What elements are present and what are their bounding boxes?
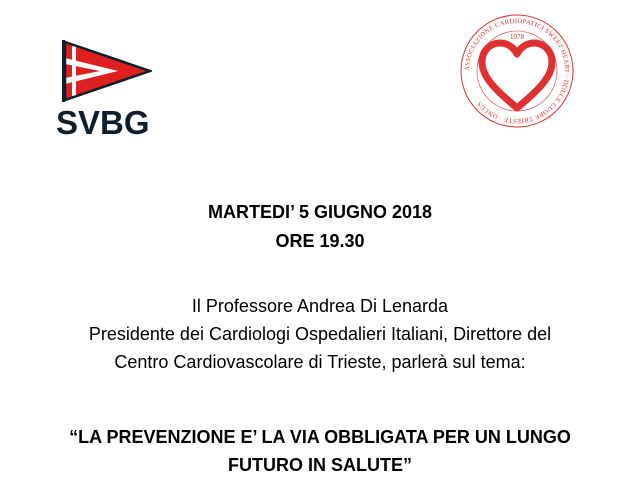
speaker-block (0, 292, 640, 376)
sweet-heart-logo (458, 12, 576, 130)
speaker-topic-intro: Centro Cardiovascolare di Trieste, parlerà sul tema: (114, 352, 526, 372)
svbg-logo (56, 40, 156, 141)
event-date: MARTEDI’ 5 GIUGNO 2018 (207, 202, 433, 222)
event-time: ORE 19.30 (275, 231, 365, 251)
speaker-name: Il Professore Andrea Di Lenarda (191, 296, 449, 316)
speaker-title: Presidente dei Cardiologi Ospedalieri Italiani, Direttore del (88, 324, 552, 344)
topic-line-1: “LA PREVENZIONE E’ LA VIA OBBLIGATA PER UN LUNGO (69, 427, 571, 447)
topic-line-2: FUTURO IN SALUTE” (228, 455, 412, 475)
svbg-logo-text: SVBG (56, 104, 150, 141)
talk-topic (0, 423, 640, 479)
heart-logo-emblem (458, 12, 576, 130)
logo-ring-text: ASSOCIAZIONE CARDIOPATICI SWEET HEART · DOLCE CUORE TRIESTE · ONLUS (463, 17, 571, 125)
burgee-flag-icon (60, 40, 152, 102)
heart-icon (482, 43, 552, 108)
logo-year: 1978 (510, 33, 524, 41)
